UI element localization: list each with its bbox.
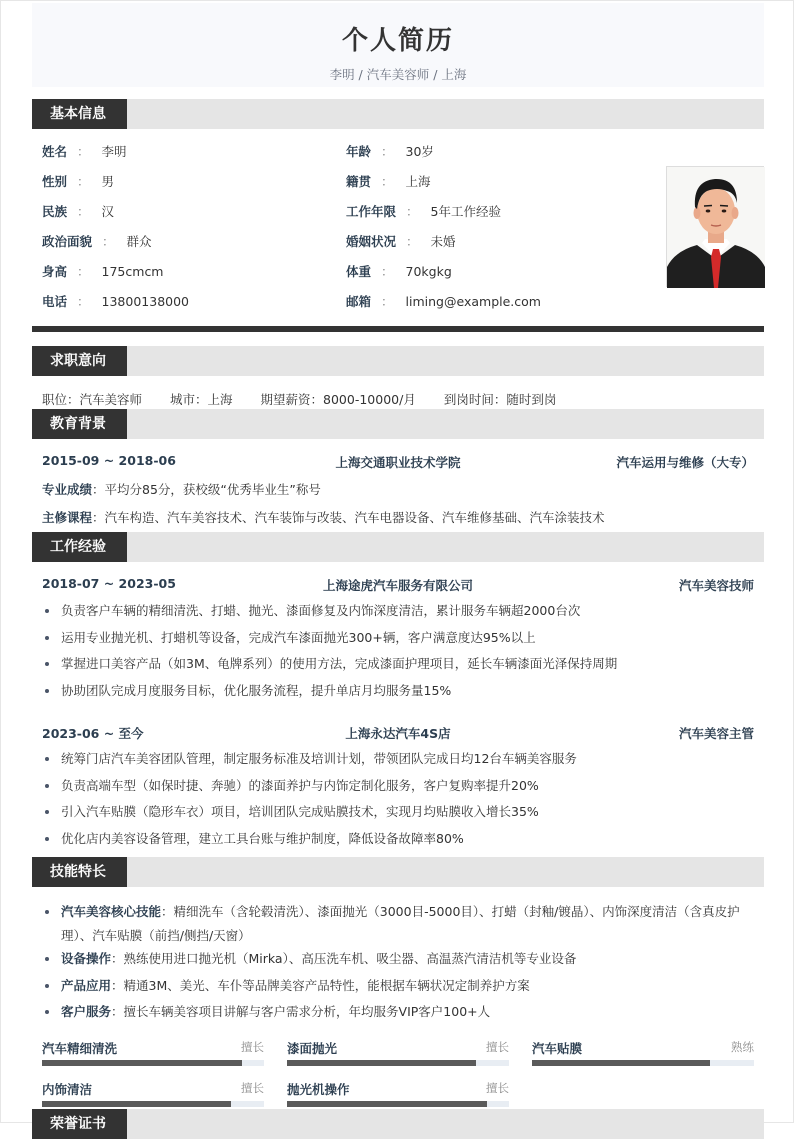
work-period: 2023-06 ~ 至今 (42, 726, 144, 741)
resume-header (32, 3, 764, 87)
info-ethnicity (42, 204, 114, 220)
section-title-education: 教育背景 (32, 409, 127, 439)
section-title-honors: 荣誉证书 (32, 1109, 127, 1139)
info-label: 籍贯 (346, 174, 372, 189)
list-item (42, 1003, 754, 1030)
info-value: 5年工作经验 (430, 204, 501, 219)
info-label: 政治面貌 (42, 234, 93, 249)
skill-label: 产品应用 (61, 977, 112, 993)
colon: ： (381, 294, 394, 309)
info-label: 身高 (42, 264, 68, 279)
skill-bar-name: 汽车贴膜 (532, 1041, 583, 1056)
colon: ： (77, 264, 90, 279)
colon: ： (102, 234, 115, 249)
list-item (42, 977, 754, 1004)
list-item: 掌握进口美容产品（如3M、龟牌系列）的使用方法，完成漆面护理项目，延长车辆漆面光泽保持周期 (42, 655, 754, 682)
skill-bar-fill (42, 1060, 242, 1066)
info-age (346, 144, 434, 160)
info-marital (346, 234, 456, 250)
education-major: 汽车运用与维修（大专） (616, 455, 754, 470)
info-political (42, 234, 152, 250)
info-name (42, 144, 127, 160)
list-item: 负责客户车辆的精细清洗、打蜡、抛光、漆面修复及内饰深度清洁，累计服务车辆超2000台次 (42, 602, 754, 629)
intent-salary: 期望薪资：8000-10000/月 (260, 392, 416, 407)
skill-bar-item (42, 1080, 264, 1098)
info-experience-years (346, 204, 501, 220)
avatar-photo (666, 166, 764, 287)
skills-list (42, 900, 754, 1030)
grades-label: 专业成绩 (42, 482, 93, 497)
skill-text: ：精细洗车（含轮毂清洗）、漆面抛光（3000目-5000目）、打蜡（封釉/镀晶）、内饰深度清洁（含真皮护理）、汽车贴膜（前挡/侧挡/天窗） (61, 904, 740, 943)
skill-bar-track (42, 1101, 264, 1107)
skill-bar-item (287, 1039, 509, 1057)
info-value: 30岁 (405, 144, 434, 159)
info-value: 未婚 (430, 234, 456, 249)
colon: ： (381, 174, 394, 189)
education-grades (42, 480, 321, 498)
colon: ： (77, 204, 90, 219)
skill-label: 客户服务 (61, 1004, 112, 1019)
page-title: 个人简历 (341, 26, 454, 56)
section-header-intent (32, 346, 764, 376)
skill-label: 汽车美容核心技能 (61, 904, 162, 919)
skill-bar-level: 擅长 (486, 1040, 509, 1054)
list-item: 引入汽车贴膜（隐形车衣）项目，培训团队完成贴膜技术，实现月均贴膜收入增长35% (42, 803, 754, 830)
skill-bar-level: 擅长 (241, 1040, 264, 1054)
info-value: liming@example.com (405, 294, 541, 309)
colon: ： (77, 144, 90, 159)
skill-bar-name: 汽车精细清洗 (42, 1041, 118, 1056)
skill-bar-item (287, 1080, 509, 1098)
colon: ： (77, 174, 90, 189)
info-label: 体重 (346, 264, 372, 279)
skill-text: ：擅长车辆美容项目讲解与客户需求分析，年均服务VIP客户100+人 (111, 1004, 491, 1019)
page-subtitle: 李明 / 汽车美容师 / 上海 (329, 67, 467, 82)
info-label: 婚姻状况 (346, 234, 397, 249)
section-header-honors (32, 1109, 764, 1139)
info-label: 邮箱 (346, 294, 372, 309)
work-row-2 (42, 724, 754, 742)
list-item: 优化店内美容设备管理，建立工具台账与维护制度，降低设备故障率80% (42, 830, 754, 857)
list-item: 负责高端车型（如保时捷、奔驰）的漆面养护与内饰定制化服务，客户复购率提升20% (42, 777, 754, 804)
info-label: 性别 (42, 174, 68, 189)
intent-arrival: 到岗时间：随时到岗 (443, 392, 557, 407)
work-period: 2018-07 ~ 2023-05 (42, 576, 176, 591)
skill-bar-level: 擅长 (241, 1081, 264, 1095)
skill-bar-fill (532, 1060, 710, 1066)
work-bullets-1 (42, 602, 754, 708)
section-header-work (32, 532, 764, 562)
section-header-skills (32, 857, 764, 887)
skill-bar-item (42, 1039, 264, 1057)
intent-position: 职位：汽车美容师 (42, 392, 143, 407)
skill-text: ：精通3M、美光、车仆等品牌美容产品特性，能根据车辆状况定制养护方案 (111, 977, 530, 993)
info-value: 男 (101, 174, 115, 189)
info-weight (346, 264, 452, 280)
skill-bar-name: 内饰清洁 (42, 1082, 93, 1097)
info-value: 李明 (101, 144, 127, 159)
avatar-illustration-icon (667, 167, 765, 288)
info-hometown (346, 174, 431, 190)
info-label: 姓名 (42, 144, 68, 159)
section-title-basic: 基本信息 (32, 99, 127, 129)
info-value: 175cmcm (101, 264, 164, 279)
skill-bar-track (42, 1060, 264, 1066)
job-intent (42, 390, 584, 408)
courses-label: 主修课程 (42, 510, 93, 525)
list-item (42, 950, 754, 977)
info-label: 民族 (42, 204, 68, 219)
section-header-education (32, 409, 764, 439)
work-company: 上海永达汽车4S店 (345, 726, 451, 741)
education-row (42, 453, 754, 471)
info-value: 13800138000 (101, 294, 190, 309)
skill-bar-track (287, 1060, 509, 1066)
work-bullets-2 (42, 750, 754, 856)
colon: ： (381, 264, 394, 279)
info-value: 群众 (126, 234, 152, 249)
colon: ： (406, 204, 419, 219)
list-item: 统筹门店汽车美容团队管理，制定服务标准及培训计划，带领团队完成日均12台车辆美容服务 (42, 750, 754, 777)
skill-bar-item (532, 1039, 754, 1057)
list-item (42, 900, 754, 950)
info-height (42, 264, 164, 280)
colon: ： (406, 234, 419, 249)
info-email (346, 294, 541, 310)
info-value: 上海 (405, 174, 431, 189)
list-item: 协助团队完成月度服务目标，优化服务流程，提升单店月均服务量15% (42, 682, 754, 709)
info-phone (42, 294, 189, 310)
skill-label: 设备操作 (61, 951, 112, 966)
skill-bar-level: 熟练 (731, 1040, 754, 1054)
courses-value: ：汽车构造、汽车美容技术、汽车装饰与改装、汽车电器设备、汽车维修基础、汽车涂装技术 (92, 510, 605, 525)
work-role: 汽车美容主管 (678, 726, 754, 741)
info-value: 汉 (101, 204, 115, 219)
work-role: 汽车美容技师 (678, 578, 754, 593)
info-label: 工作年限 (346, 204, 397, 219)
skill-bar-track (287, 1101, 509, 1107)
work-company: 上海途虎汽车服务有限公司 (322, 578, 473, 593)
education-courses (42, 508, 605, 526)
education-period: 2015-09 ~ 2018-06 (42, 453, 176, 468)
skill-bar-level: 擅长 (486, 1081, 509, 1095)
grades-value: ：平均分85分，获校级“优秀毕业生”称号 (92, 482, 321, 497)
skill-bar-track (532, 1060, 754, 1066)
divider (32, 326, 764, 332)
colon: ： (77, 294, 90, 309)
info-gender (42, 174, 114, 190)
education-school: 上海交通职业技术学院 (335, 455, 461, 470)
section-title-intent: 求职意向 (32, 346, 127, 376)
skill-bar-name: 抛光机操作 (287, 1082, 350, 1097)
section-header-basic (32, 99, 764, 129)
info-label: 电话 (42, 294, 68, 309)
skill-text: ：熟练使用进口抛光机（Mirka）、高压洗车机、吸尘器、高温蒸汽清洁机等专业设备 (111, 951, 577, 966)
intent-city: 城市：上海 (170, 392, 233, 407)
section-title-skills: 技能特长 (32, 857, 127, 887)
skill-bar-fill (42, 1101, 231, 1107)
skill-bar-fill (287, 1101, 487, 1107)
section-title-work: 工作经验 (32, 532, 127, 562)
info-value: 70kgkg (405, 264, 452, 279)
list-item: 运用专业抛光机、打蜡机等设备，完成汽车漆面抛光300+辆，客户满意度达95%以上 (42, 629, 754, 656)
colon: ： (381, 144, 394, 159)
work-row-1 (42, 576, 754, 594)
info-label: 年龄 (346, 144, 372, 159)
skill-bar-fill (287, 1060, 476, 1066)
skill-bar-name: 漆面抛光 (287, 1041, 338, 1056)
